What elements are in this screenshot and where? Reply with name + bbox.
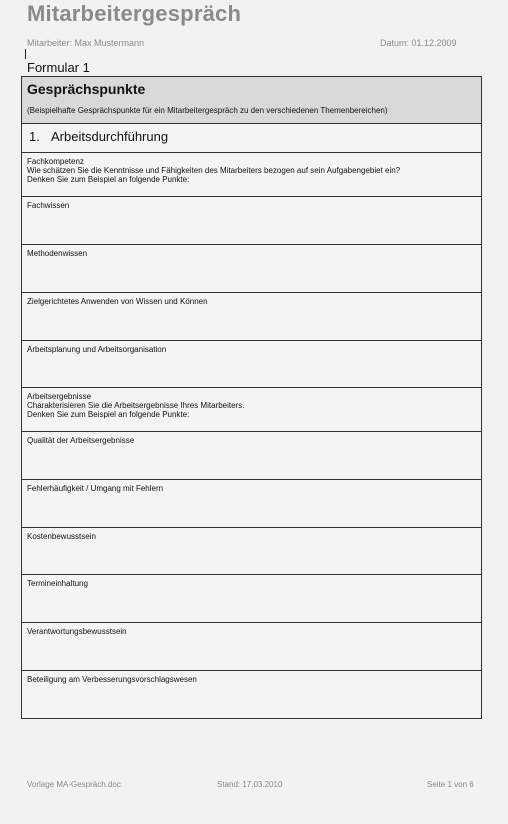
- competence-heading: Fachkompetenz: [27, 157, 84, 166]
- row-label: Termineinhaltung: [27, 579, 88, 588]
- section-label: Arbeitsdurchführung: [51, 129, 169, 144]
- form-table: [21, 76, 482, 719]
- row-label: Arbeitsplanung und Arbeitsorganisation: [27, 345, 167, 354]
- footer-template-name: Vorlage MA-Gespräch.doc: [27, 780, 121, 789]
- row-label: Fehlerhäufigkeit / Umgang mit Fehlern: [27, 484, 164, 493]
- table-row-fachwissen[interactable]: [22, 197, 481, 245]
- row-label: Verantwortungsbewusstsein: [27, 627, 127, 636]
- table-row-fehlerhaeufigkeit[interactable]: [22, 480, 481, 528]
- table-row-termineinhaltung[interactable]: [22, 575, 481, 623]
- employee-name: Mitarbeiter: Max Mustermann: [27, 38, 145, 48]
- row-label: Methodenwissen: [27, 249, 88, 258]
- row-label: Kostenbewusstsein: [27, 532, 96, 541]
- competence-hint: Denken Sie zum Beispiel an folgende Punkte:: [27, 175, 190, 184]
- table-row-methodenwissen[interactable]: [22, 245, 481, 293]
- results-heading: Arbeitsergebnisse: [27, 392, 92, 401]
- results-hint: Denken Sie zum Beispiel an folgende Punkte:: [27, 410, 190, 419]
- table-row-zielgerichtetes-anwenden[interactable]: [22, 293, 481, 341]
- competence-question: Wie schätzen Sie die Kenntnisse und Fähigkeiten des Mitarbeiters bezogen auf sein Aufgabengebiet ein?: [27, 166, 401, 175]
- form-label: Formular 1: [27, 60, 90, 75]
- row-label: Fachwissen: [27, 201, 70, 210]
- row-label: Qualität der Arbeitsergebnisse: [27, 436, 135, 445]
- row-label: Zielgerichtetes Anwenden von Wissen und Können: [27, 297, 208, 306]
- results-question: Charakterisieren Sie die Arbeitsergebnisse Ihres Mitarbeiters.: [27, 401, 245, 410]
- table-row-verbesserungsvorschlagswesen[interactable]: [22, 671, 481, 718]
- section-title: [29, 129, 168, 144]
- competence-intro-text: [27, 157, 400, 184]
- table-header-row: [22, 77, 481, 124]
- table-subheading: (Beispielhafte Gesprächspunkte für ein Mitarbeitergespräch zu den verschiedenen Themenbereichen): [27, 106, 388, 115]
- document-title: Mitarbeitergespräch: [27, 1, 242, 26]
- row-label: Beteiligung am Verbesserungsvorschlagswesen: [27, 675, 197, 684]
- section-number: 1.: [29, 129, 40, 144]
- footer-status-date: Stand: 17.03.2010: [217, 780, 283, 789]
- table-row-arbeitsplanung[interactable]: [22, 341, 481, 388]
- table-heading: Gesprächspunkte: [27, 81, 146, 97]
- table-row-qualitaet[interactable]: [22, 432, 481, 480]
- table-row-kostenbewusstsein[interactable]: [22, 528, 481, 575]
- text-cursor: [25, 49, 26, 59]
- results-intro-text: [27, 392, 244, 419]
- section-row: [22, 124, 481, 153]
- footer-page-number: Seite 1 von 6: [427, 780, 474, 789]
- results-intro-row: [22, 388, 481, 432]
- competence-intro-row: [22, 153, 481, 197]
- table-row-verantwortungsbewusstsein[interactable]: [22, 623, 481, 671]
- document-date: Datum: 01.12.2009: [380, 38, 457, 48]
